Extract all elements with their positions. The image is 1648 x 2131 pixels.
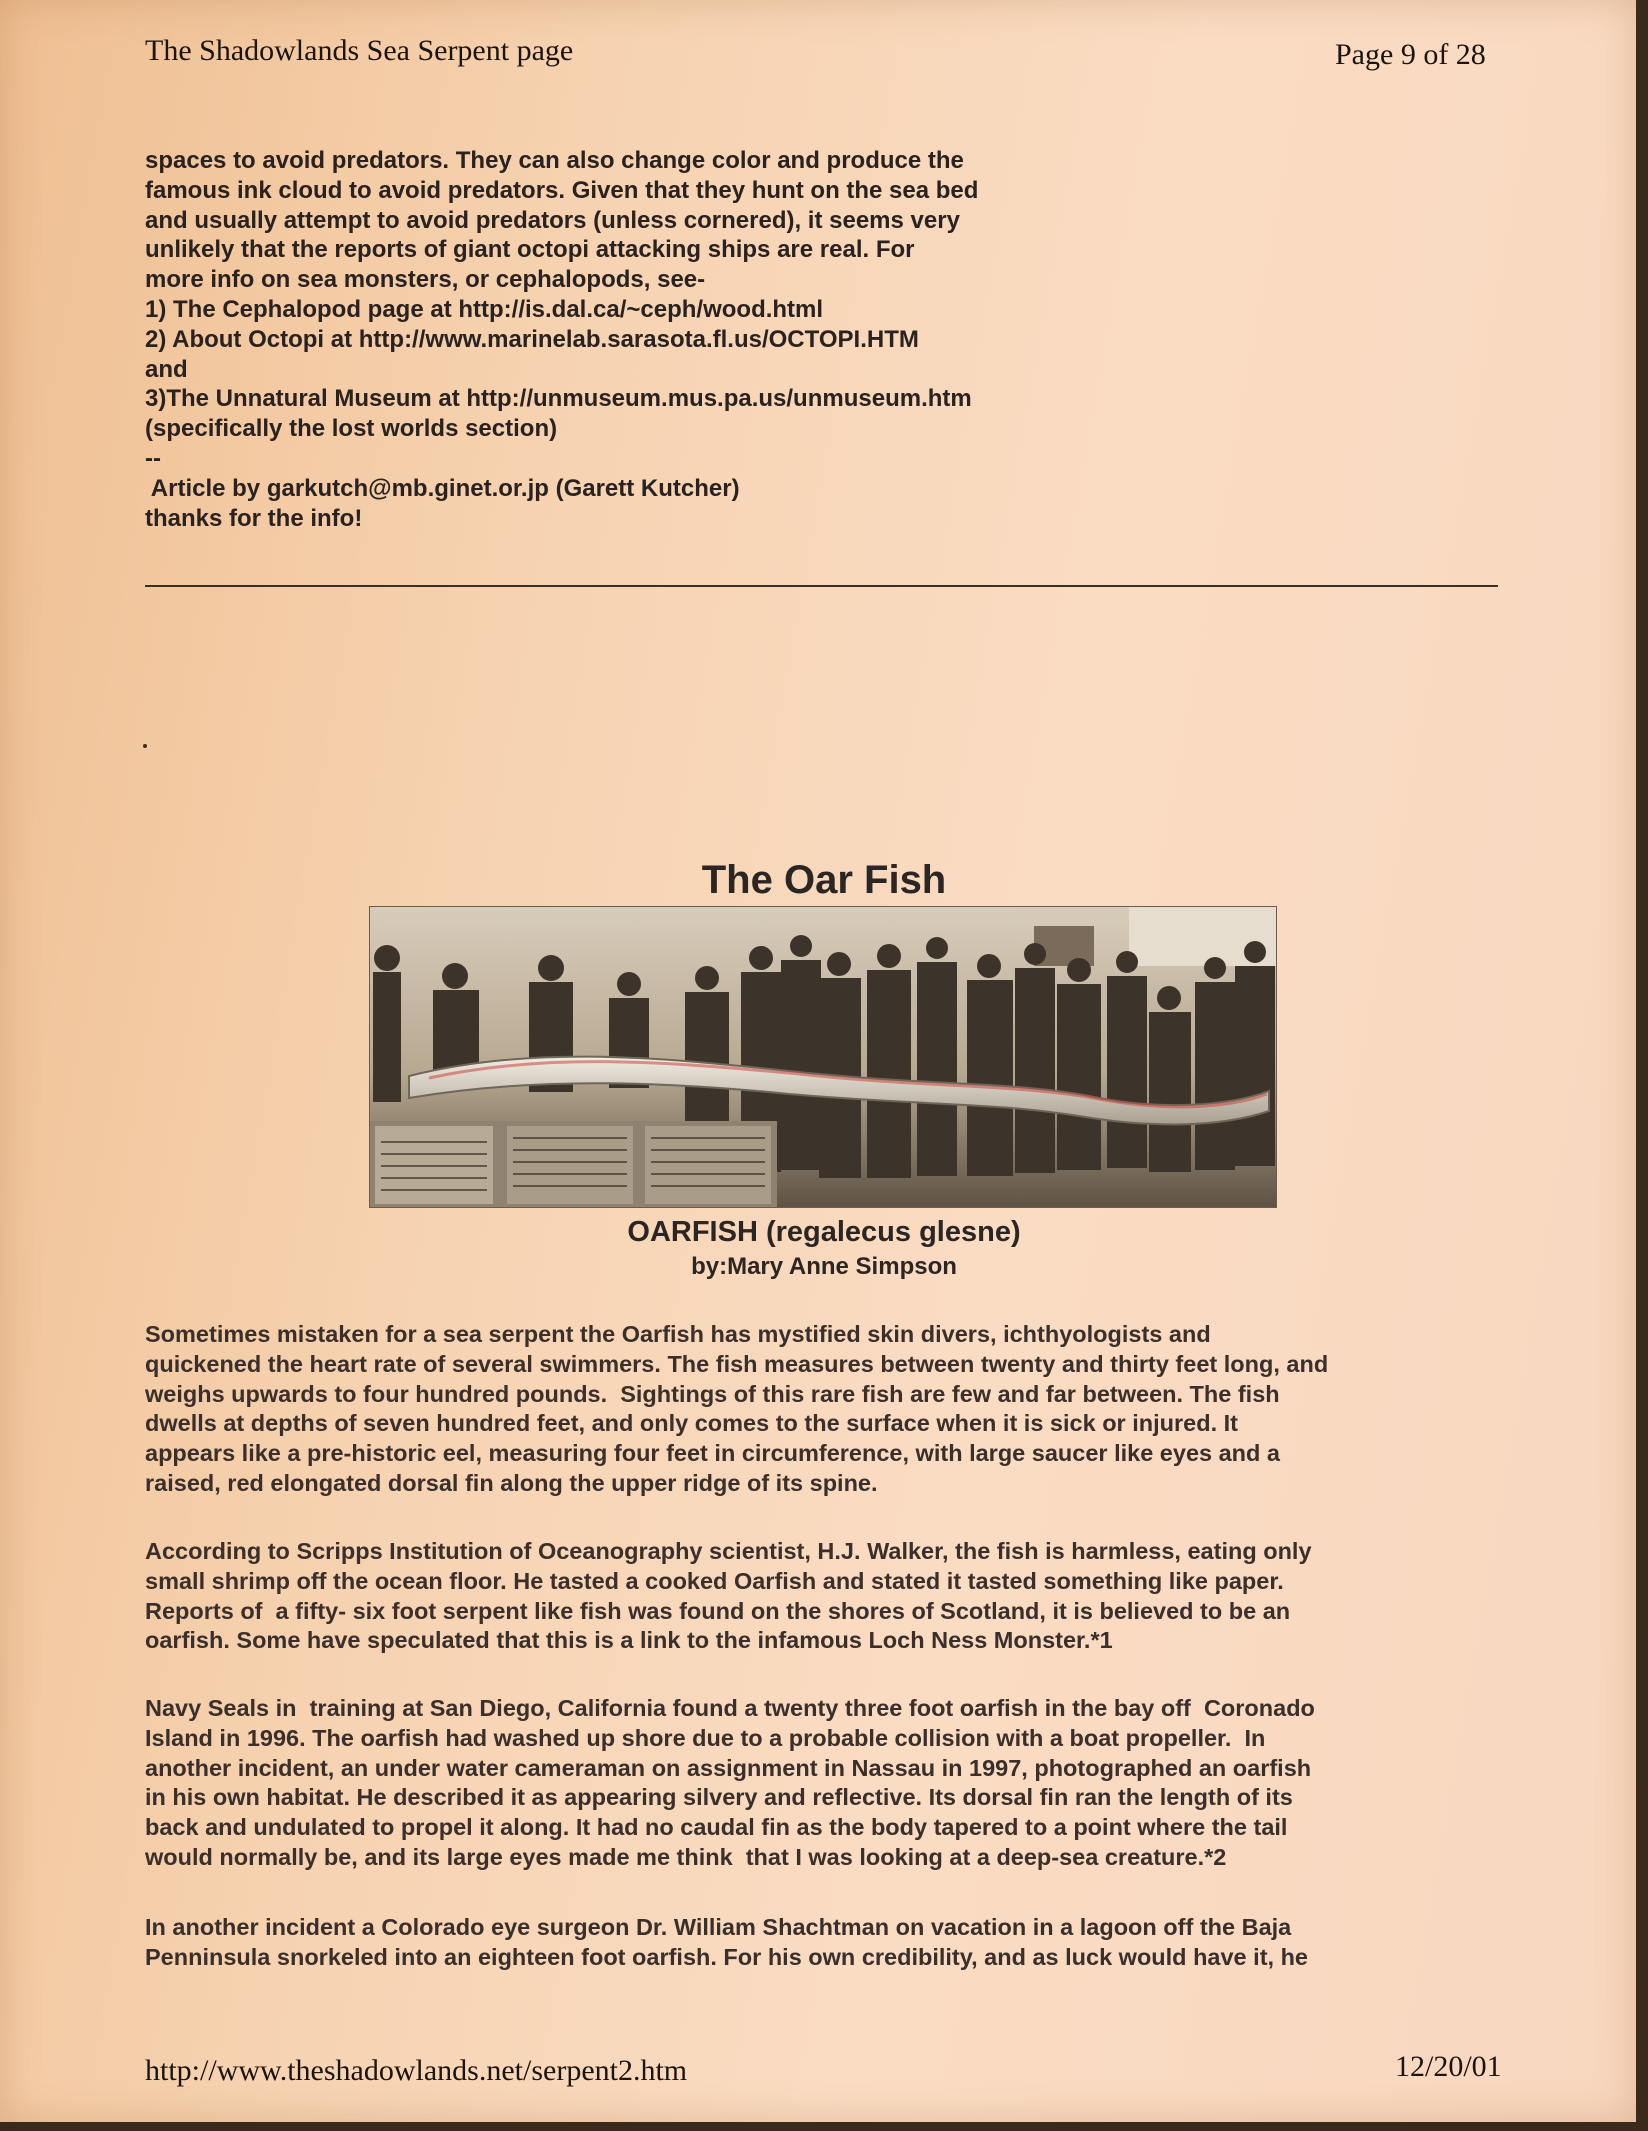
article-credit xyxy=(145,474,740,534)
text-line: and xyxy=(145,355,188,383)
text-line: quickened the heart rate of several swimmers. The fish measures between twenty and thirty feet long, and xyxy=(145,1350,1329,1377)
unmuseum-link-line: 3)The Unnatural Museum at http://unmuseum.mus.pa.us/unmuseum.htm xyxy=(145,385,972,413)
footer-date: 12/20/01 xyxy=(1395,2050,1502,2083)
text-line: and usually attempt to avoid predators (unless cornered), it seems very xyxy=(145,206,960,234)
text-line: would normally be, and its large eyes made me think that I was looking at a deep-sea creature.*2 xyxy=(145,1843,1227,1870)
text-line: in his own habitat. He described it as appearing silvery and reflective. Its dorsal fin ran the length of its xyxy=(145,1784,1293,1811)
horizontal-rule xyxy=(145,585,1498,587)
text-line: Island in 1996. The oarfish had washed up shore due to a probable collision with a boat propeller. In xyxy=(145,1724,1266,1751)
text-line: weighs upwards to four hundred pounds. Sightings of this rare fish are few and far between. The fish xyxy=(145,1380,1280,1407)
text-line: more info on sea monsters, or cephalopods, see- xyxy=(145,266,706,294)
paragraph xyxy=(145,1694,1515,1873)
page-header-title: The Shadowlands Sea Serpent page xyxy=(145,34,574,67)
text-line: small shrimp off the ocean floor. He tasted a cooked Oarfish and stated it tasted something like paper. xyxy=(145,1567,1284,1594)
text-line: raised, red elongated dorsal fin along the upper ridge of its spine. xyxy=(145,1469,878,1496)
page-number: Page 9 of 28 xyxy=(1335,38,1486,71)
text-line: Sometimes mistaken for a sea serpent the Oarfish has mystified skin divers, ichthyologists and xyxy=(145,1321,1211,1347)
author-line: Article by garkutch@mb.ginet.or.jp (Garett Kutcher) xyxy=(145,475,740,502)
photo-caption: OARFISH (regalecus glesne) xyxy=(627,1216,1021,1248)
text-line: famous ink cloud to avoid predators. Given that they hunt on the sea bed xyxy=(145,176,979,204)
oarfish-photo xyxy=(369,906,1277,1208)
paragraph xyxy=(145,1537,1515,1656)
text-line: back and undulated to propel it along. It had no caudal fin as the body tapered to a point where the tail xyxy=(145,1814,1288,1841)
text-line: In another incident a Colorado eye surgeon Dr. William Shachtman on vacation in a lagoon off the Baja xyxy=(145,1914,1292,1940)
paragraph xyxy=(145,1320,1515,1499)
text-line: Navy Seals in training at San Diego, California found a twenty three foot oarfish in the bay off Coronado xyxy=(145,1695,1315,1721)
stray-dot-mark xyxy=(143,744,147,748)
footer-url: http://www.theshadowlands.net/serpent2.htm xyxy=(145,2054,688,2087)
text-line: According to Scripps Institution of Oceanography scientist, H.J. Walker, the fish is harmless, eating only xyxy=(145,1538,1312,1564)
text-line: Reports of a fifty- six foot serpent like fish was found on the shores of Scotland, it is believed to be an xyxy=(145,1597,1291,1624)
signature-separator: -- xyxy=(145,444,161,472)
text-line: another incident, an under water cameraman on assignment in Nassau in 1997, photographed an oarfish xyxy=(145,1754,1312,1781)
text-line: Penninsula snorkeled into an eighteen foot oarfish. For his own credibility, and as luck would have it, he xyxy=(145,1943,1308,1970)
text-line: oarfish. Some have speculated that this is a link to the infamous Loch Ness Monster.*1 xyxy=(145,1627,1113,1654)
top-text-block xyxy=(145,146,1095,474)
section-title: The Oar Fish xyxy=(701,858,947,902)
text-line: dwells at depths of seven hundred feet, and only comes to the surface when it is sick or injured. It xyxy=(145,1410,1238,1437)
text-line: appears like a pre-historic eel, measuring four feet in circumference, with large saucer like eyes and a xyxy=(145,1440,1280,1467)
cephalopod-link-line: 1) The Cephalopod page at http://is.dal.ca/~ceph/wood.html xyxy=(145,295,824,323)
thanks-line: thanks for the info! xyxy=(145,504,363,532)
author-byline: by:Mary Anne Simpson xyxy=(691,1253,957,1280)
text-line: (specifically the lost worlds section) xyxy=(145,415,558,443)
text-line: unlikely that the reports of giant octopi attacking ships are real. For xyxy=(145,236,915,264)
text-line: spaces to avoid predators. They can also change color and produce the xyxy=(145,147,964,174)
paragraph xyxy=(145,1913,1515,1973)
octopi-link-line: 2) About Octopi at http://www.marinelab.sarasota.fl.us/OCTOPI.HTM xyxy=(145,325,919,353)
